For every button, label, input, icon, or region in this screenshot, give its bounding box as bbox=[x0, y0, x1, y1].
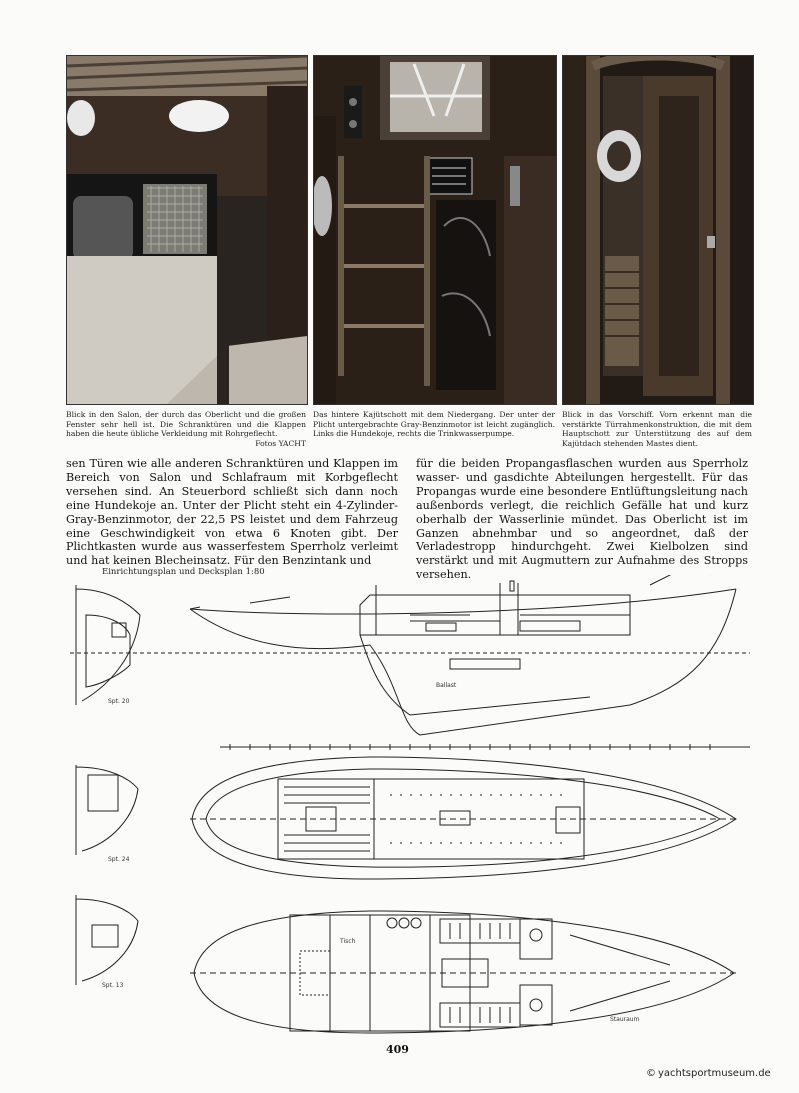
salon-caption-text: Blick in den Salon, der durch das Oberlicht und die großen Fenster sehr hell ist. Die Schranktüren und die Klappen haben die heute übliche Verkleidung mit Rohrgeflecht. bbox=[66, 410, 306, 439]
yacht-plans-drawing bbox=[70, 575, 750, 1045]
deck-plan bbox=[190, 757, 740, 879]
spt-label-1: Spt. 20 bbox=[108, 698, 130, 705]
section-drawing-1 bbox=[76, 585, 140, 705]
stauraum-label: Stauraum bbox=[610, 1016, 640, 1023]
watermark-text: yachtsportmuseum.de bbox=[658, 1068, 771, 1079]
section-drawing-2 bbox=[76, 765, 138, 855]
copyright-icon: © bbox=[646, 1068, 656, 1079]
schott-caption: Das hintere Kajütschott mit dem Niedergang. Der unter der Plicht untergebrachte Gray-Benzinmotor ist leicht zugänglich. Links die Hundekoje, rechts die Trinkwasserpumpe. bbox=[313, 410, 555, 439]
tisch-label: Tisch bbox=[340, 938, 356, 945]
page-number: 409 bbox=[386, 1043, 409, 1056]
spt-label-2: Spt. 24 bbox=[108, 856, 130, 863]
spt-label-3: Spt. 13 bbox=[102, 982, 124, 989]
salon-caption bbox=[66, 410, 306, 448]
body-column-left: sen Türen wie alle anderen Schranktüren und Klappen im Bereich von Salon und Schlafraum mit Korbgeflecht versehen sind. An Steuerbord schließt sich dann noch eine Hundekoje an. Unter der Plicht steht ein 4-Zylinder-Gray-Benzinmotor, der 22,5 PS leistet und dem Fahrzeug eine Geschwindigkeit von etwa 6 Knoten gibt. Der Plichtkasten wurde aus wasserfestem Sperrholz verleimt und hat keinen Blecheinsatz. Für den Benzintank und bbox=[66, 457, 398, 568]
photo-credit: Fotos YACHT bbox=[255, 438, 306, 448]
watermark bbox=[646, 1068, 771, 1079]
body-column-right: für die beiden Propangasflaschen wurden aus Sperrholz wasser- und gasdichte Abteilungen hergestellt. Für das Propangas wurde eine besondere Entlüftungsleitung nach außenbords verlegt, die reichlich Gefälle hat und kurz oberhalb der Wasserlinie mündet. Das Oberlicht ist im Ganzen abnehmbar und so angeordnet, daß der Verladestropp hindurchgeht. Zwei Kielbolzen sind verstärkt und mit Augmuttern zur Aufnahme des Stropps versehen. bbox=[416, 457, 748, 582]
salon-photo bbox=[66, 55, 308, 405]
profile-plan bbox=[70, 575, 750, 735]
vorschiff-caption: Blick in das Vorschiff. Vorn erkennt man die verstärkte Türrahmenkonstruktion, die mit dem Hauptschott zur Unterstützung des auf dem Kajütdach stehenden Mastes dient. bbox=[562, 410, 752, 448]
plan-title: Einrichtungsplan und Decksplan 1:80 bbox=[102, 567, 265, 577]
forepeak-photo bbox=[562, 55, 754, 405]
accommodation-plan bbox=[190, 911, 740, 1033]
ballast-label: Ballast bbox=[436, 682, 457, 689]
companionway-photo bbox=[313, 55, 557, 405]
section-drawing-3 bbox=[76, 895, 138, 985]
